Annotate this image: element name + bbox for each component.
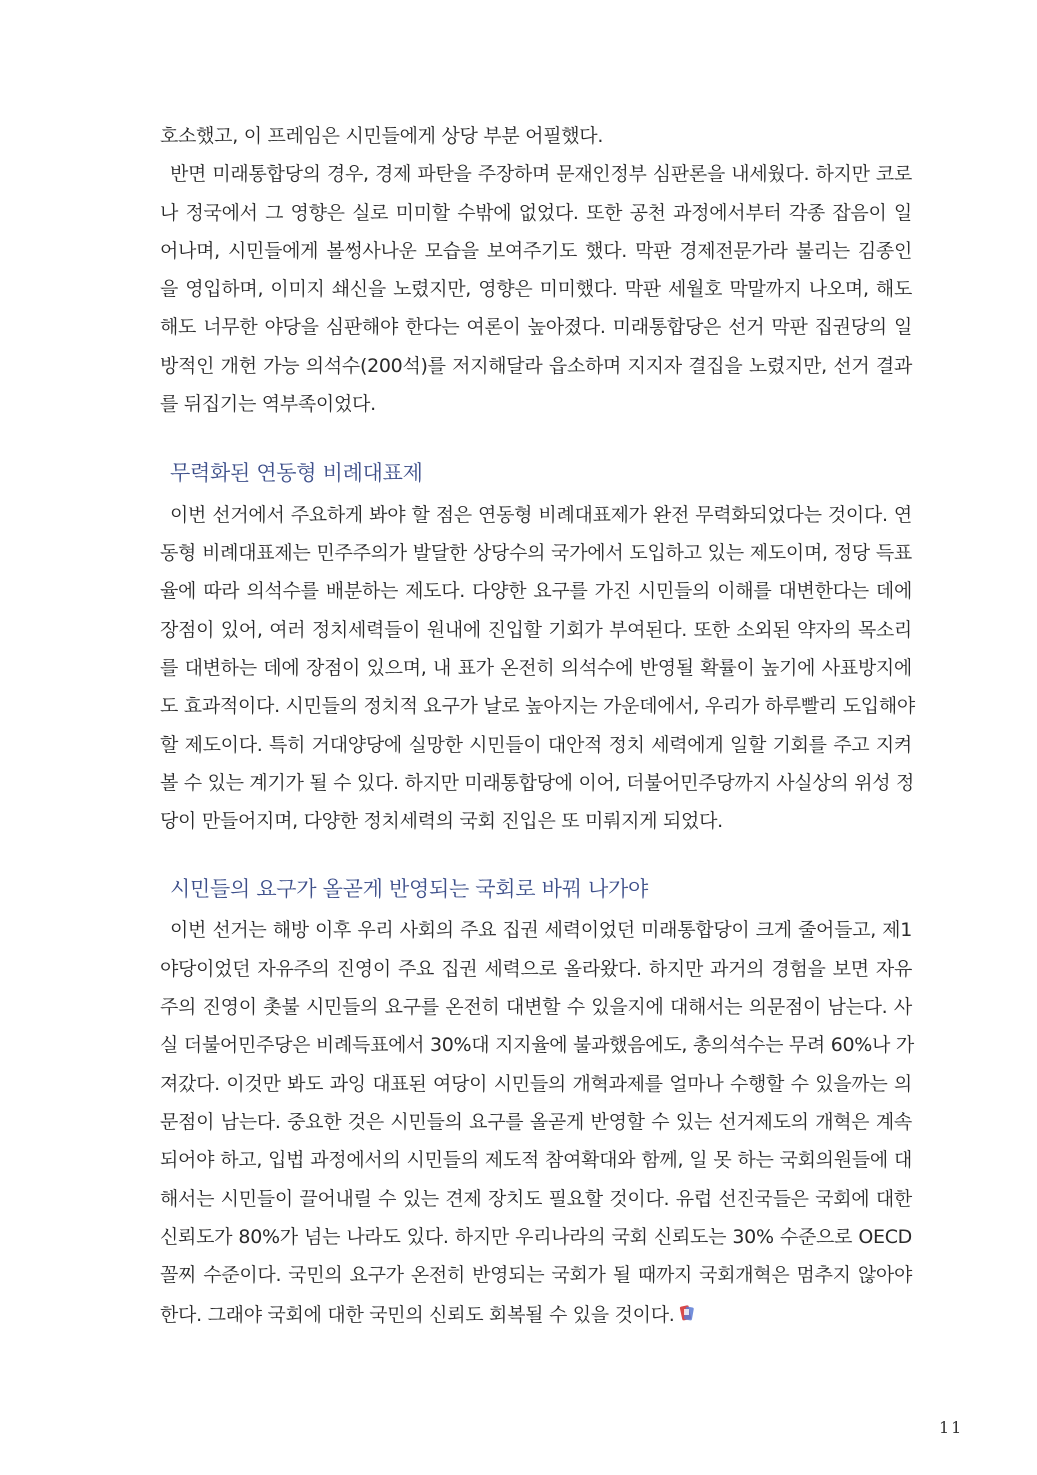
paragraph-line: 이번 선거는 해방 이후 우리 사회의 주요 집권 세력이었던 미래통합당이 크게 줄어들고, 제1 [170, 919, 912, 941]
paragraph-line: 방적인 개헌 가능 의석수(200석)를 저지해달라 읍소하며 지지자 결집을 노렸지만, 선거 결과 [160, 355, 912, 377]
paragraph-line: 호소했고, 이 프레임은 시민들에게 상당 부분 어필했다. [160, 125, 604, 147]
paragraph-line: 져갔다. 이것만 봐도 과잉 대표된 여당이 시민들의 개혁과제를 얼마나 수행할 수 있을까는 의 [160, 1073, 912, 1095]
paragraph-line: 볼 수 있는 계기가 될 수 있다. 하지만 미래통합당에 이어, 더불어민주당까지 사실상의 위성 정 [160, 772, 915, 794]
section-heading: 무력화된 연동형 비례대표제 [170, 461, 423, 485]
paragraph-line: 문점이 남는다. 중요한 것은 시민들의 요구를 올곧게 반영할 수 있는 선거제도의 개혁은 계속 [160, 1111, 912, 1133]
section-heading: 시민들의 요구가 올곧게 반영되는 국회로 바꿔 나가야 [170, 877, 648, 901]
paragraph-line: 를 뒤집기는 역부족이었다. [160, 393, 376, 415]
paragraph-line: 야당이었던 자유주의 진영이 주요 집권 세력으로 올라왔다. 하지만 과거의 경험을 보면 자유 [160, 958, 912, 980]
paragraph-line: 나 정국에서 그 영향은 실로 미미할 수밖에 없었다. 또한 공천 과정에서부터 각종 잡음이 일 [160, 202, 912, 224]
paragraph-line: 신뢰도가 80%가 넘는 나라도 있다. 하지만 우리나라의 국회 신뢰도는 30% 수준으로 OECD [160, 1226, 912, 1248]
paragraph-line: 어나며, 시민들에게 볼썽사나운 모습을 보여주기도 했다. 막판 경제전문가라 불리는 김종인 [160, 240, 912, 262]
paragraph-line: 율에 따라 의석수를 배분하는 제도다. 다양한 요구를 가진 시민들의 이해를 대변한다는 데에 [160, 580, 912, 602]
paragraph-line: 해도 너무한 야당을 심판해야 한다는 여론이 높아졌다. 미래통합당은 선거 막판 집권당의 일 [160, 316, 912, 338]
paragraph-line: 되어야 하고, 입법 과정에서의 시민들의 제도적 참여확대와 함께, 일 못 하는 국회의원들에 대 [160, 1149, 912, 1171]
article-end-icon [679, 1302, 695, 1324]
paragraph-line: 장점이 있어, 여러 정치세력들이 원내에 진입할 기회가 부여된다. 또한 소외된 약자의 목소리 [160, 619, 912, 641]
paragraph-line: 당이 만들어지며, 다양한 정치세력의 국회 진입은 또 미뤄지게 되었다. [160, 810, 723, 832]
paragraph-line: 동형 비례대표제는 민주주의가 발달한 상당수의 국가에서 도입하고 있는 제도이며, 정당 득표 [160, 542, 912, 564]
paragraph-line: 이번 선거에서 주요하게 봐야 할 점은 연동형 비례대표제가 완전 무력화되었다는 것이다. 연 [170, 504, 912, 526]
paragraph-line: 해서는 시민들이 끌어내릴 수 있는 견제 장치도 필요할 것이다. 유럽 선진국들은 국회에 대한 [160, 1188, 912, 1210]
paragraph-line: 할 제도이다. 특히 거대양당에 실망한 시민들이 대안적 정치 세력에게 일할 기회를 주고 지켜 [160, 734, 912, 756]
paragraph-line: 도 효과적이다. 시민들의 정치적 요구가 날로 높아지는 가운데에서, 우리가 하루빨리 도입해야 [160, 695, 915, 717]
paragraph-line: 주의 진영이 촛불 시민들의 요구를 온전히 대변할 수 있을지에 대해서는 의문점이 남는다. 사 [160, 996, 912, 1018]
paragraph-line: 을 영입하며, 이미지 쇄신을 노렸지만, 영향은 미미했다. 막판 세월호 막말까지 나오며, 해도 [160, 278, 912, 300]
paragraph-line: 반면 미래통합당의 경우, 경제 파탄을 주장하며 문재인정부 심판론을 내세웠다. 하지만 코로 [170, 163, 913, 185]
paragraph-line-text: 한다. 그래야 국회에 대한 국민의 신뢰도 회복될 수 있을 것이다. [160, 1304, 675, 1326]
paragraph-line: 꼴찌 수준이다. 국민의 요구가 온전히 반영되는 국회가 될 때까지 국회개혁은 멈추지 않아야 [160, 1264, 912, 1286]
paragraph-line: 를 대변하는 데에 장점이 있으며, 내 표가 온전히 의석수에 반영될 확률이 높기에 사표방지에 [160, 657, 912, 679]
paragraph-line-final [160, 1302, 912, 1327]
page-number: 11 [939, 1418, 964, 1437]
paragraph-line: 실 더불어민주당은 비례득표에서 30%대 지지율에 불과했음에도, 총의석수는 무려 60%나 가 [160, 1034, 914, 1056]
